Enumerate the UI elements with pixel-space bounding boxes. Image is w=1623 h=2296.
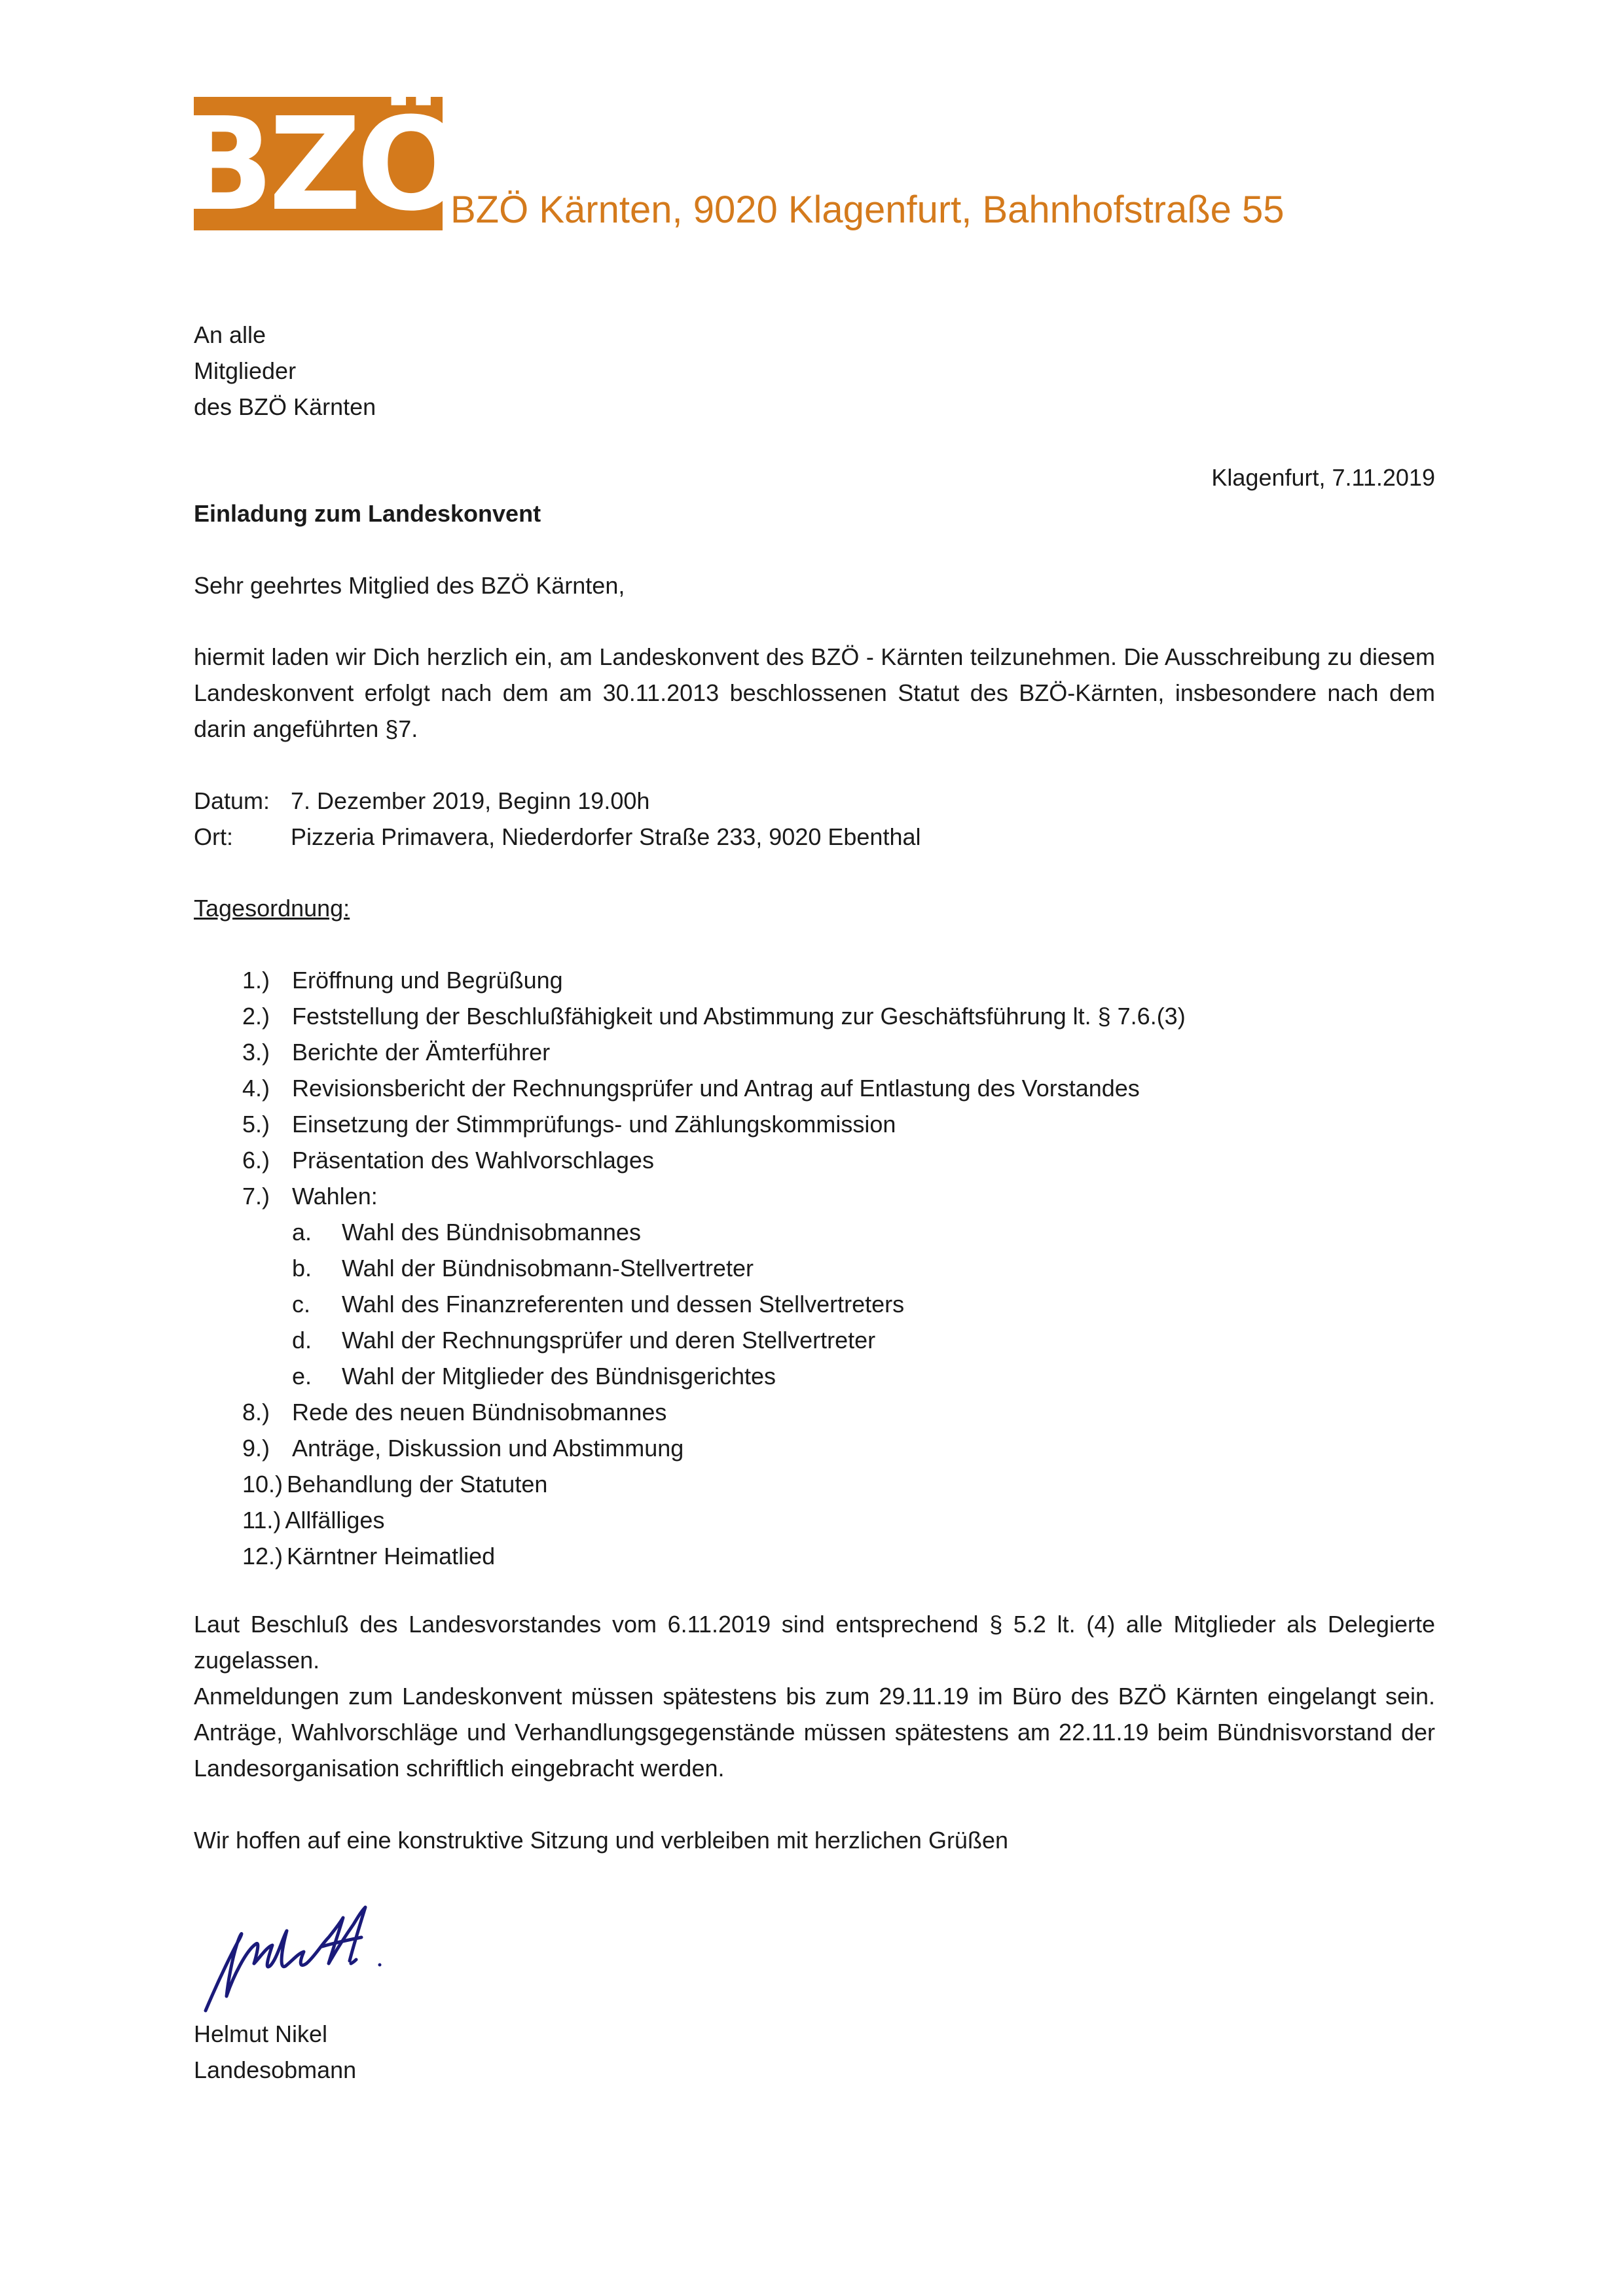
agenda-item-text: Wahlen: (292, 1183, 378, 1210)
agenda-item-text: Kärntner Heimatlied (287, 1543, 496, 1570)
salutation: Sehr geehrtes Mitglied des BZÖ Kärnten, (194, 572, 625, 599)
agenda-item-number: 1.) (242, 967, 270, 994)
agenda-item-number: 10.) (242, 1471, 283, 1498)
agenda-item (242, 1538, 495, 1574)
signer-title: Landesobmann (194, 2056, 357, 2083)
signer-block (194, 2016, 1435, 2088)
logo-text: BZÖ (175, 90, 461, 240)
agenda-item (242, 1106, 896, 1142)
agenda-item-text: Einsetzung der Stimmprüfungs- und Zählungskommission (292, 1111, 896, 1138)
agenda-item-text: Feststellung der Beschlußfähigkeit und Abstimmung zur Geschäftsführung lt. § 7.6.(3) (292, 1003, 1186, 1030)
recipient-line: des BZÖ Kärnten (194, 393, 376, 420)
date-label: Datum: (194, 787, 270, 814)
election-text: Wahl der Rechnungsprüfer und deren Stellvertreter (342, 1327, 876, 1354)
agenda-item-number: 9.) (242, 1435, 270, 1462)
agenda-item (242, 962, 563, 998)
agenda-item (242, 1034, 550, 1070)
agenda-item (242, 1178, 378, 1214)
intro-paragraph: hiermit laden wir Dich herzlich ein, am Landeskonvent des BZÖ - Kärnten teilzunehmen. Die Ausschreibung zu diesem Landeskonvent erfolgt nach dem am 30.11.2013 beschlossenen Statut des BZÖ-Kärnten, insbesondere nach dem darin angeführten §7. (194, 643, 1435, 742)
registration-paragraph: Anmeldungen zum Landeskonvent müssen spätestens bis zum 29.11.19 im Büro des BZÖ Kärnten eingelangt sein. Anträge, Wahlvorschläge und Verhandlungsgegenstände müssen spätestens am 22.11.19 beim Bündnisvorstand der Landesorganisation schriftlich eingebracht werden. (194, 1683, 1435, 1782)
subject-line: Einladung zum Landeskonvent (194, 500, 541, 527)
agenda-item (242, 1070, 1140, 1106)
agenda-item (242, 1430, 684, 1466)
event-details (194, 783, 1435, 855)
handwritten-signature (194, 1898, 410, 2022)
recipient-line: Mitglieder (194, 357, 297, 384)
agenda-heading: Tagesordnung: (194, 895, 350, 922)
agenda-item-text: Rede des neuen Bündnisobmannes (292, 1399, 667, 1426)
agenda-item-text: Allfälliges (285, 1507, 385, 1534)
election-letter: a. (292, 1219, 312, 1246)
agenda-item-number: 12.) (242, 1543, 283, 1570)
agenda-item-text: Behandlung der Statuten (287, 1471, 548, 1498)
place-label: Ort: (194, 823, 233, 850)
agenda-item-text: Berichte der Ämterführer (292, 1039, 551, 1066)
agenda-item-text: Eröffnung und Begrüßung (292, 967, 563, 994)
election-letter: c. (292, 1291, 311, 1318)
agenda-item-text: Anträge, Diskussion und Abstimmung (292, 1435, 684, 1462)
election-text: Wahl des Finanzreferenten und dessen Stellvertreters (342, 1291, 905, 1318)
election-sub-item (292, 1214, 641, 1250)
election-letter: e. (292, 1363, 312, 1390)
header-address: BZÖ Kärnten, 9020 Klagenfurt, Bahnhofstraße 55 (450, 188, 1285, 231)
election-sub-item (292, 1250, 754, 1286)
election-sub-item (292, 1358, 776, 1394)
election-letter: d. (292, 1327, 312, 1354)
election-sub-item (292, 1322, 875, 1358)
election-text: Wahl der Mitglieder des Bündnisgerichtes (342, 1363, 776, 1390)
agenda-item (242, 1394, 666, 1430)
agenda-item-number: 6.) (242, 1147, 270, 1174)
agenda-item-number: 2.) (242, 1003, 270, 1030)
agenda-item-text: Revisionsbericht der Rechnungsprüfer und Antrag auf Entlastung des Vorstandes (292, 1075, 1140, 1102)
closing-greeting: Wir hoffen auf eine konstruktive Sitzung und verbleiben mit herzlichen Grüßen (194, 1827, 1008, 1854)
delegates-paragraph: Laut Beschluß des Landesvorstandes vom 6.11.2019 sind entsprechend § 5.2 lt. (4) alle Mitglieder als Delegierte zugelassen. (194, 1611, 1435, 1674)
place-value: Pizzeria Primavera, Niederdorfer Straße 233, 9020 Ebenthal (291, 823, 921, 850)
agenda-item (242, 1142, 654, 1178)
place-date-line: Klagenfurt, 7.11.2019 (1211, 464, 1435, 491)
election-sub-item (292, 1286, 904, 1322)
date-row (194, 783, 1435, 819)
recipient-block (194, 317, 1435, 425)
election-letter: b. (292, 1255, 312, 1282)
agenda-item-number: 4.) (242, 1075, 270, 1102)
place-row (194, 819, 1435, 855)
agenda-item-number: 7.) (242, 1183, 270, 1210)
closing-block (194, 1606, 1435, 1786)
recipient-line: An alle (194, 321, 266, 348)
agenda-item-number: 3.) (242, 1039, 270, 1066)
election-text: Wahl der Bündnisobmann-Stellvertreter (342, 1255, 754, 1282)
agenda-item-number: 5.) (242, 1111, 270, 1138)
agenda-item (242, 1466, 547, 1502)
bzoe-logo (175, 90, 461, 240)
agenda-item-text: Präsentation des Wahlvorschlages (292, 1147, 654, 1174)
signer-name: Helmut Nikel (194, 2020, 328, 2047)
agenda-item (242, 998, 1186, 1034)
agenda-item (242, 1502, 384, 1538)
date-value: 7. Dezember 2019, Beginn 19.00h (291, 787, 650, 814)
election-text: Wahl des Bündnisobmannes (342, 1219, 641, 1246)
agenda-item-number: 11.) (242, 1507, 282, 1534)
agenda-item-number: 8.) (242, 1399, 270, 1426)
